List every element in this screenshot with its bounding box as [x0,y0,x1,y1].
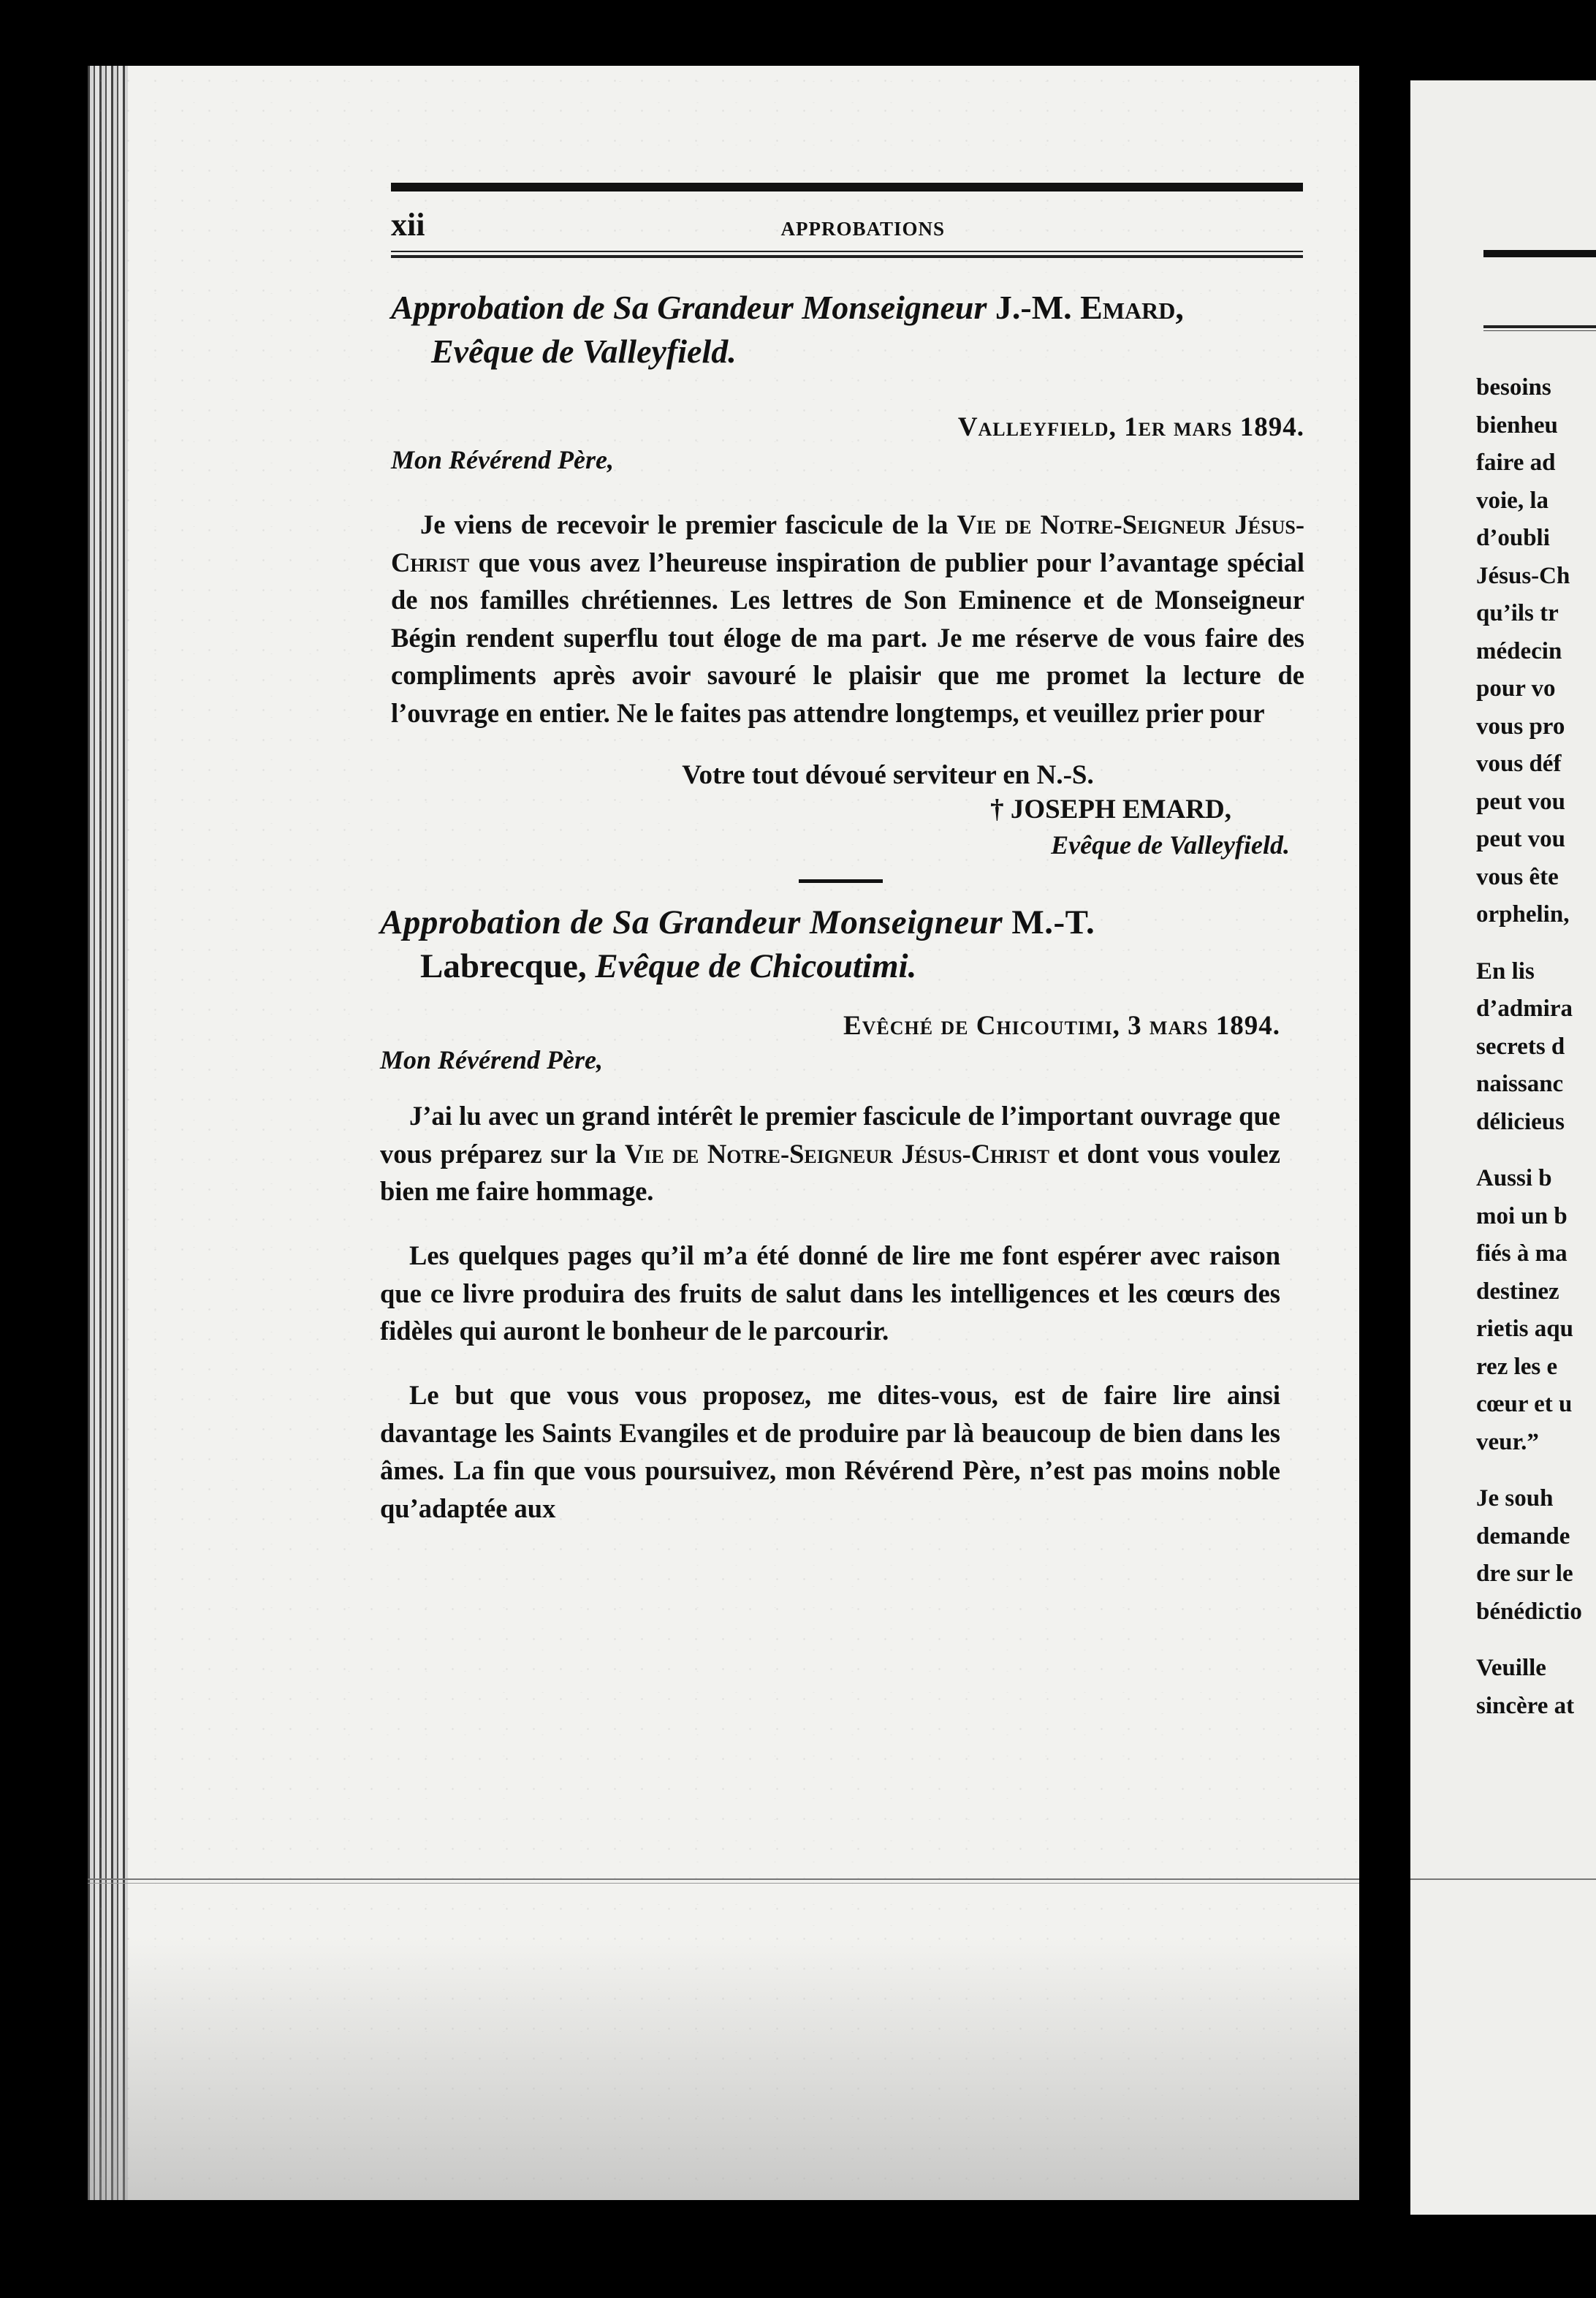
right-page-line: vous pro [1476,713,1565,740]
right-page-line: sincère at [1476,1692,1575,1719]
approbation-title-prefix: Approbation de Sa Grandeur Monseigneur [380,903,1003,941]
dateline: Valleyfield, 1er mars 1894. [957,412,1304,442]
right-page-paragraph-gap [1476,934,1596,953]
right-page-line: Aussi b [1476,1165,1552,1191]
approbation-subtitle-see: Evêque de Chicoutimi. [595,947,917,985]
right-page-line: fiés à ma [1476,1240,1568,1267]
approbation-title [380,900,1280,944]
right-page-line: délicieus [1476,1108,1565,1135]
right-page-line: rietis aqu [1476,1316,1573,1342]
salutation: Mon Révérend Père, [380,1045,603,1074]
work-title: Vie de Notre-Seigneur Jésus-Christ [624,1138,1050,1169]
right-page-line: dre sur le [1476,1561,1573,1587]
right-page-line: médecin [1476,637,1562,664]
left-page [88,66,1359,2200]
page-content [289,183,1304,1554]
dateline: Evêché de Chicoutimi, 3 mars 1894. [843,1011,1280,1041]
right-page-line: naissanc [1476,1071,1564,1097]
right-page-line: cœur et u [1476,1391,1573,1417]
right-header-thick-rule [1483,250,1596,257]
signer-name: † JOSEPH EMARD, [990,795,1231,824]
signer-title: Evêque de Valleyfield. [1051,830,1290,860]
right-page-line: besoins [1476,374,1551,401]
right-page-line: d’admira [1476,996,1573,1022]
right-page-line: d’oubli [1476,525,1550,551]
right-page-paragraph-gap [1476,1631,1596,1650]
right-page-line: Je souh [1476,1485,1554,1512]
approbation-title-name: M.-T. [1011,903,1095,941]
page-bottom-margin [88,1937,1359,2200]
right-page-paragraph-gap [1476,1141,1596,1160]
right-header-rule [1483,325,1596,331]
section-separator [799,879,883,883]
paragraph-text-after: que vous avez l’heureuse inspiration de publier pour l’avantage spécial de nos familles chrétiennes. Les lettres de Son Eminence et de Monseigneur Bégin rendent superflu tout éloge de ma part. Je me réserve de vous faire des compliments après avoir savouré le plaisir que me promet la lecture de l’ouvrage en entier. Ne le faites pas attendre longtemps, et veuillez prier pour [391,547,1304,728]
approbation-title-prefix: Approbation de Sa Grandeur Monseigneur [391,289,987,326]
right-page-line: En lis [1476,958,1535,985]
letter-paragraph-2: Les quelques pages qu’il m’a été donné de lire me font espérer avec raison que ce livre produira des fruits de salut dans les intelligences et les cœurs des fidèles qui auront le bonheur de le parcourir. [380,1240,1280,1346]
approbation-subtitle [380,944,1280,988]
right-page-line: voie, la [1476,487,1548,514]
page-bottom-rule [88,1878,1359,1884]
right-page-line: moi un b [1476,1202,1568,1229]
right-page-fragment [1410,80,1596,2215]
right-page-line: Veuille [1476,1655,1546,1681]
right-page-line: peut vou [1476,788,1565,815]
salutation: Mon Révérend Père, [391,445,614,474]
right-page-line: vous déf [1476,751,1562,777]
approbation-title [391,286,1304,330]
right-page-line: destinez [1476,1278,1559,1305]
right-page-line: demande [1476,1522,1570,1550]
right-page-line: Jésus-Ch [1476,562,1570,589]
approbation-subtitle: Evêque de Valleyfield. [431,333,737,370]
right-page-line: veur.” [1476,1428,1539,1455]
paragraph-text-before: J’ai lu avec un grand intérêt le premier fascicule de l’important ouvrage que vous préparez sur la [380,1101,1280,1169]
approbation-labrecque [380,900,1280,1527]
right-page-line: pour vo [1476,675,1556,702]
page-number: xii [391,207,425,243]
right-page-line: bénédictio [1476,1598,1582,1625]
right-page-paragraph-gap [1476,1461,1596,1480]
right-page-line: orphelin, [1476,901,1570,928]
right-page-line: rez les e [1476,1353,1558,1380]
page-header [391,206,1303,243]
signoff: Votre tout dévoué serviteur en N.-S. [682,760,1094,790]
right-page-line: peut vou [1476,826,1565,852]
paragraph-text-after: et dont vous voulez bien me faire hommage. [380,1138,1280,1206]
approbation-subtitle-name: Labrecque, [420,947,587,985]
running-head: APPROBATIONS [780,218,945,240]
letter-paragraph-1 [380,1097,1280,1210]
paragraph-text-before: Je viens de recevoir le premier fascicule de la [420,509,957,539]
header-thick-rule [391,183,1303,192]
right-page-text [1476,369,1596,1725]
header-double-rule [391,251,1303,258]
approbation-title-name: J.-M. Emard, [995,289,1184,326]
right-page-line: faire ad [1476,450,1556,476]
work-title: Vie de Notre-Seigneur Jésus-Christ [391,509,1304,577]
letter-paragraph-3: Le but que vous vous proposez, me dites-vous, est de faire lire ainsi davantage les Saints Evangiles et de produire par là beaucoup de bien dans les âmes. La fin que vous poursuivez, mon Révérend Père, n’est pas moins noble qu’adaptée aux [380,1380,1280,1523]
right-page-line: qu’ils tr [1476,600,1559,626]
right-page-line: vous ête [1476,863,1559,890]
right-page-line: secrets d [1476,1033,1565,1060]
approbation-emard [391,286,1304,883]
right-page-bottom-rule [1410,1878,1596,1882]
letter-paragraph [391,506,1304,732]
right-page-line: bienheu [1476,412,1558,439]
